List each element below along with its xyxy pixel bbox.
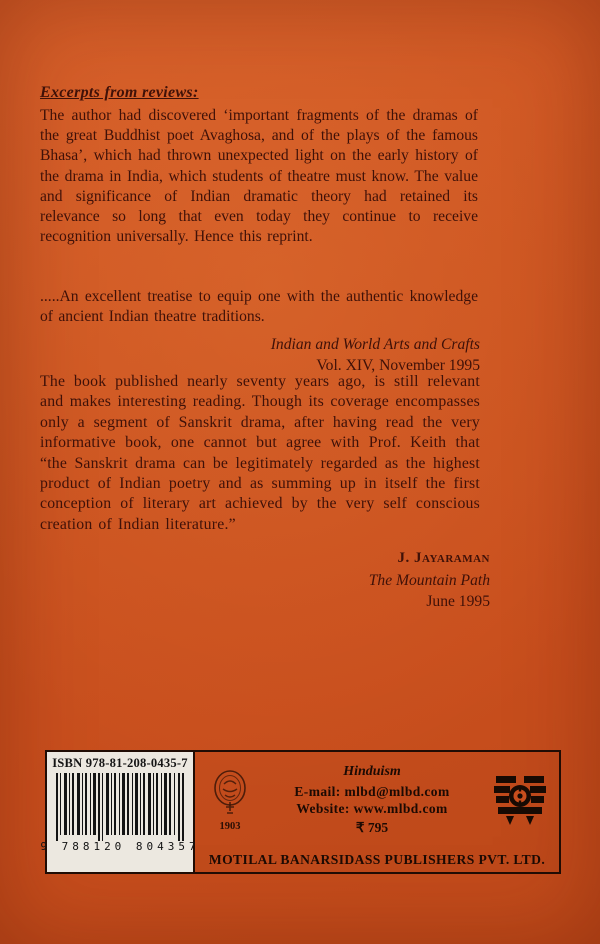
seal-1903-icon [209,768,251,820]
review1-paragraph2: .....An excellent treatise to equip one with the authentic knowledge of ancient Indian theatre traditions. [40,288,478,326]
review2-attribution [40,548,490,613]
founding-emblem [195,768,263,832]
review2-paragraph: The book published nearly seventy years ago, is still relevant and makes interesting reading. Though its coverage encompasses only a segment of Sanskrit drama, after having read the very informative book, one cannot but agree with Prof. Keith that “the Sanskrit drama can be legitimately regarded as the highest product of Indian poetry and as summing up in itself the first conception of literary art achieved by the very self conscious creation of Indian literature.” [40,373,480,533]
review2-reviewer: J. Jayaraman [397,550,490,566]
review1-attribution [40,334,480,376]
barcode-digits: 9 788120 804357 [40,840,200,853]
review1-paragraph: The author had discovered ‘important fragments of the dramas of the great Buddhist poet Avaghosa, and of the plays of the famous Bhasa’, which had thrown unexpected light on the early history of the drama in India, which students of theatre must know. The value and significance of Indian dramatic theory had retained its relevance so long that even today they continue to receive recognition universally. Hence this reprint. [40,107,478,246]
emblem-year: 1903 [219,820,241,832]
publisher-info-box [40,750,561,874]
publisher-name: MOTILAL BANARSIDASS PUBLISHERS PVT. LTD. [208,851,546,867]
mlbd-publisher-logo-icon [494,774,546,826]
review1-date: Vol. XIV, November 1995 [316,357,480,374]
publisher-contact-block [263,764,481,836]
price-label: ₹ 795 [355,819,389,835]
barcode-panel [40,752,200,872]
publisher-right-panel [195,752,559,872]
barcode-icon [54,773,186,841]
review2-date: June 1995 [426,593,490,610]
review2-source: The Mountain Path [368,571,490,589]
review1-source: Indian and World Arts and Crafts [270,336,480,353]
email-line: E-mail: mlbd@mlbd.com [294,783,450,799]
reviews-heading: Excerpts from reviews: [40,84,199,101]
isbn-number: ISBN 978-81-208-0435-7 [52,756,188,770]
mlbd-logo-wrap [481,774,559,826]
category-label: Hinduism [343,763,401,779]
publisher-top-row [195,752,559,847]
website-line: Website: www.mlbd.com [296,800,448,816]
